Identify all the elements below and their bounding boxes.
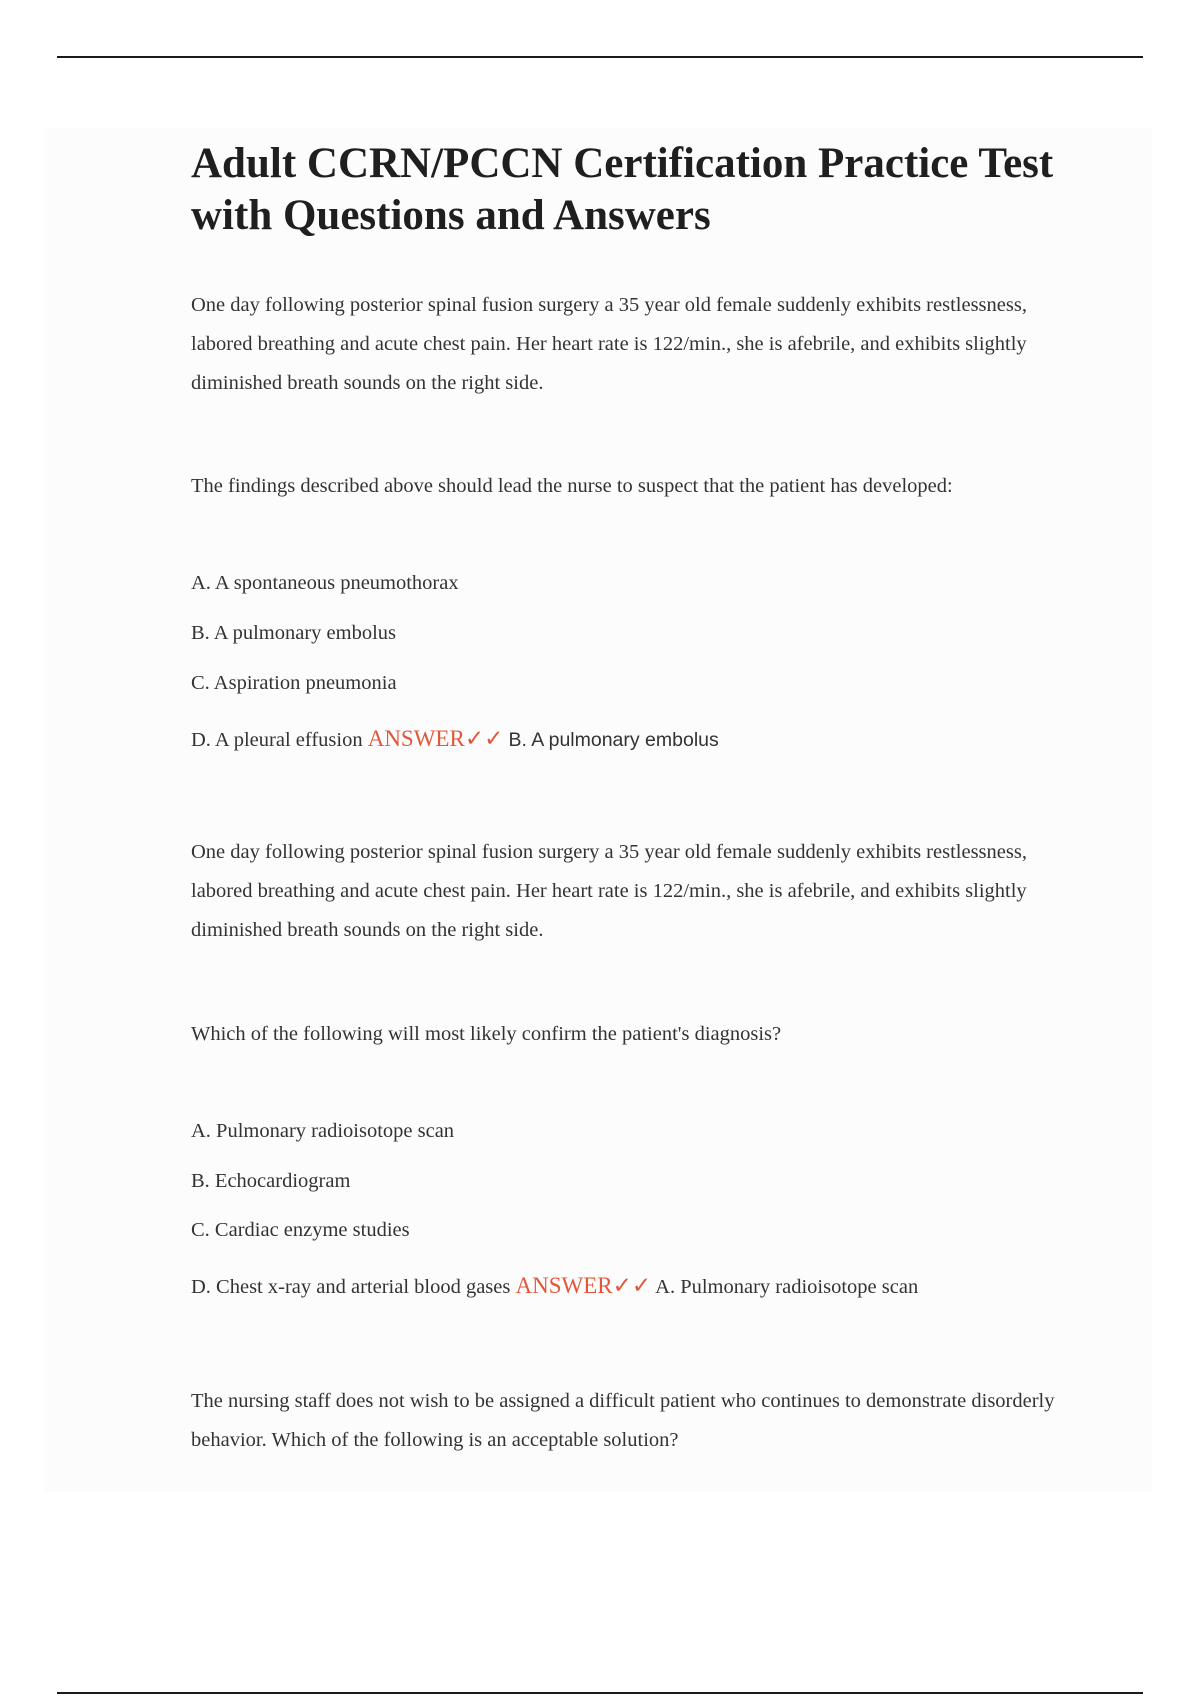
bottom-rule	[57, 1692, 1143, 1694]
question-1-option-b: B. A pulmonary embolus	[191, 622, 396, 644]
question-2-option-d-line	[191, 1271, 918, 1302]
question-2-prompt: Which of the following will most likely confirm the patient's diagnosis?	[191, 1023, 782, 1045]
question-1-stem: One day following posterior spinal fusion surgery a 35 year old female suddenly exhibits restlessness, labored breathing and acute chest pain. Her heart rate is 122/min., she is afebrile, and exhibits slightly diminished breath sounds on the right side.	[191, 294, 1027, 394]
answer-marker: ANSWER✓✓	[515, 1273, 652, 1298]
question-2-answer: A. Pulmonary radioisotope scan	[655, 1276, 919, 1298]
question-1-answer: B. A pulmonary embolus	[508, 729, 719, 751]
question-1-option-d: D. A pleural effusion	[191, 729, 363, 751]
question-1-option-c: C. Aspiration pneumonia	[191, 672, 397, 694]
question-2-option-c: C. Cardiac enzyme studies	[191, 1219, 410, 1241]
question-1-option-d-line	[191, 724, 719, 755]
document-header	[191, 138, 1071, 242]
question-1-prompt: The findings described above should lead the nurse to suspect that the patient has developed:	[191, 475, 953, 497]
question-2-option-b: B. Echocardiogram	[191, 1170, 351, 1192]
answer-marker: ANSWER✓✓	[367, 726, 504, 751]
question-2-option-a: A. Pulmonary radioisotope scan	[191, 1120, 455, 1142]
top-rule	[57, 56, 1143, 58]
question-3-stem: The nursing staff does not wish to be assigned a difficult patient who continues to demonstrate disorderly behavior. Which of the following is an acceptable solution?	[191, 1390, 1055, 1451]
document-title: Adult CCRN/PCCN Certification Practice Test with Questions and Answers	[191, 140, 1054, 239]
question-2-stem: One day following posterior spinal fusion surgery a 35 year old female suddenly exhibits restlessness, labored breathing and acute chest pain. Her heart rate is 122/min., she is afebrile, and exhibits slightly diminished breath sounds on the right side.	[191, 841, 1027, 941]
question-1-option-a: A. A spontaneous pneumothorax	[191, 572, 459, 594]
question-2-option-d: D. Chest x-ray and arterial blood gases	[191, 1276, 511, 1298]
